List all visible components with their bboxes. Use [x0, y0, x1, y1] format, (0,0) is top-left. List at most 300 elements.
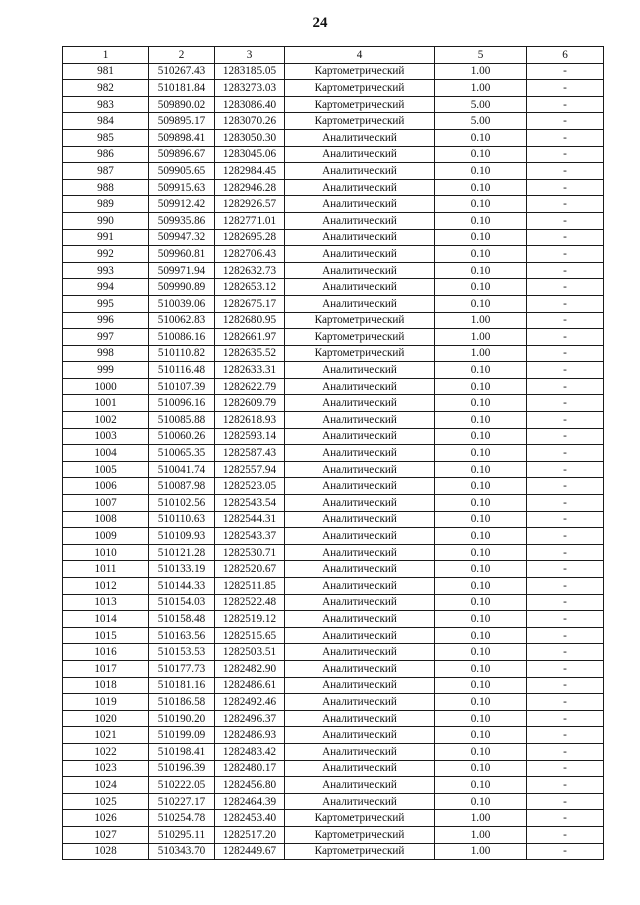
description-cell: -	[527, 793, 604, 810]
x-coordinate-cell: 510107.39	[149, 378, 215, 395]
table-row	[63, 262, 604, 279]
accuracy-cell: 0.10	[435, 212, 527, 229]
point-number-cell: 1022	[63, 743, 149, 760]
point-number-cell: 992	[63, 246, 149, 263]
x-coordinate-cell: 510087.98	[149, 478, 215, 495]
method-cell: Аналитический	[285, 378, 435, 395]
table-row	[63, 295, 604, 312]
method-cell: Картометрический	[285, 345, 435, 362]
x-coordinate-cell: 510181.84	[149, 80, 215, 97]
y-coordinate-cell: 1282464.39	[215, 793, 285, 810]
accuracy-cell: 0.10	[435, 644, 527, 661]
description-cell: -	[527, 146, 604, 163]
accuracy-cell: 0.10	[435, 279, 527, 296]
x-coordinate-cell: 510222.05	[149, 777, 215, 794]
y-coordinate-cell: 1282984.45	[215, 163, 285, 180]
y-coordinate-cell: 1283273.03	[215, 80, 285, 97]
table-row	[63, 312, 604, 329]
description-cell: -	[527, 594, 604, 611]
method-cell: Аналитический	[285, 146, 435, 163]
method-cell: Аналитический	[285, 445, 435, 462]
page-number: 24	[312, 15, 328, 31]
accuracy-cell: 5.00	[435, 113, 527, 130]
point-number-cell: 1006	[63, 478, 149, 495]
description-cell: -	[527, 660, 604, 677]
x-coordinate-cell: 510158.48	[149, 611, 215, 628]
y-coordinate-cell: 1282618.93	[215, 412, 285, 429]
description-cell: -	[527, 578, 604, 595]
method-cell: Аналитический	[285, 777, 435, 794]
description-cell: -	[527, 677, 604, 694]
description-cell: -	[527, 428, 604, 445]
method-cell: Картометрический	[285, 113, 435, 130]
description-cell: -	[527, 694, 604, 711]
method-cell: Аналитический	[285, 561, 435, 578]
point-number-cell: 986	[63, 146, 149, 163]
accuracy-cell: 0.10	[435, 129, 527, 146]
x-coordinate-cell: 510096.16	[149, 395, 215, 412]
accuracy-cell: 0.10	[435, 362, 527, 379]
x-coordinate-cell: 510062.83	[149, 312, 215, 329]
table-row	[63, 793, 604, 810]
accuracy-cell: 0.10	[435, 445, 527, 462]
point-number-cell: 1008	[63, 511, 149, 528]
y-coordinate-cell: 1282515.65	[215, 627, 285, 644]
point-number-cell: 997	[63, 329, 149, 346]
table-row	[63, 826, 604, 843]
description-cell: -	[527, 561, 604, 578]
point-number-cell: 988	[63, 179, 149, 196]
table-row	[63, 544, 604, 561]
x-coordinate-cell: 510102.56	[149, 495, 215, 512]
accuracy-cell: 0.10	[435, 710, 527, 727]
x-coordinate-cell: 509895.17	[149, 113, 215, 130]
method-cell: Аналитический	[285, 594, 435, 611]
y-coordinate-cell: 1282609.79	[215, 395, 285, 412]
y-coordinate-cell: 1282661.97	[215, 329, 285, 346]
method-cell: Аналитический	[285, 544, 435, 561]
point-number-cell: 1005	[63, 461, 149, 478]
table-row	[63, 694, 604, 711]
method-cell: Аналитический	[285, 760, 435, 777]
description-cell: -	[527, 495, 604, 512]
description-cell: -	[527, 362, 604, 379]
x-coordinate-cell: 509960.81	[149, 246, 215, 263]
table-row	[63, 478, 604, 495]
description-cell: -	[527, 445, 604, 462]
accuracy-cell: 0.10	[435, 777, 527, 794]
accuracy-cell: 0.10	[435, 611, 527, 628]
table-row	[63, 362, 604, 379]
accuracy-cell: 1.00	[435, 345, 527, 362]
x-coordinate-cell: 510110.63	[149, 511, 215, 528]
accuracy-cell: 0.10	[435, 544, 527, 561]
point-number-cell: 991	[63, 229, 149, 246]
method-cell: Аналитический	[285, 229, 435, 246]
description-cell: -	[527, 412, 604, 429]
point-number-cell: 1015	[63, 627, 149, 644]
description-cell: -	[527, 710, 604, 727]
point-number-cell: 1001	[63, 395, 149, 412]
table-row	[63, 627, 604, 644]
y-coordinate-cell: 1282522.48	[215, 594, 285, 611]
table-row	[63, 229, 604, 246]
description-cell: -	[527, 644, 604, 661]
point-number-cell: 1017	[63, 660, 149, 677]
x-coordinate-cell: 510181.16	[149, 677, 215, 694]
column-header-4: 4	[285, 47, 435, 64]
point-number-cell: 984	[63, 113, 149, 130]
x-coordinate-cell: 509971.94	[149, 262, 215, 279]
x-coordinate-cell: 510133.19	[149, 561, 215, 578]
point-number-cell: 1026	[63, 810, 149, 827]
table-row	[63, 63, 604, 80]
accuracy-cell: 0.10	[435, 660, 527, 677]
description-cell: -	[527, 511, 604, 528]
y-coordinate-cell: 1283050.30	[215, 129, 285, 146]
table-body	[63, 63, 604, 860]
column-header-6: 6	[527, 47, 604, 64]
y-coordinate-cell: 1283045.06	[215, 146, 285, 163]
method-cell: Аналитический	[285, 528, 435, 545]
y-coordinate-cell: 1282587.43	[215, 445, 285, 462]
point-number-cell: 1011	[63, 561, 149, 578]
y-coordinate-cell: 1282503.51	[215, 644, 285, 661]
method-cell: Аналитический	[285, 611, 435, 628]
table-row	[63, 212, 604, 229]
point-number-cell: 1023	[63, 760, 149, 777]
method-cell: Картометрический	[285, 810, 435, 827]
x-coordinate-cell: 510186.58	[149, 694, 215, 711]
accuracy-cell: 0.10	[435, 594, 527, 611]
point-number-cell: 1016	[63, 644, 149, 661]
y-coordinate-cell: 1282557.94	[215, 461, 285, 478]
accuracy-cell: 0.10	[435, 395, 527, 412]
point-number-cell: 999	[63, 362, 149, 379]
description-cell: -	[527, 378, 604, 395]
x-coordinate-cell: 510065.35	[149, 445, 215, 462]
y-coordinate-cell: 1282523.05	[215, 478, 285, 495]
table-row	[63, 96, 604, 113]
y-coordinate-cell: 1282706.43	[215, 246, 285, 263]
y-coordinate-cell: 1282680.95	[215, 312, 285, 329]
accuracy-cell: 0.10	[435, 146, 527, 163]
method-cell: Аналитический	[285, 179, 435, 196]
accuracy-cell: 0.10	[435, 295, 527, 312]
accuracy-cell: 0.10	[435, 743, 527, 760]
accuracy-cell: 0.10	[435, 196, 527, 213]
method-cell: Аналитический	[285, 362, 435, 379]
table-row	[63, 511, 604, 528]
x-coordinate-cell: 509896.67	[149, 146, 215, 163]
description-cell: -	[527, 113, 604, 130]
y-coordinate-cell: 1282530.71	[215, 544, 285, 561]
point-number-cell: 982	[63, 80, 149, 97]
y-coordinate-cell: 1282926.57	[215, 196, 285, 213]
point-number-cell: 994	[63, 279, 149, 296]
point-number-cell: 998	[63, 345, 149, 362]
y-coordinate-cell: 1282635.52	[215, 345, 285, 362]
accuracy-cell: 0.10	[435, 412, 527, 429]
point-number-cell: 1021	[63, 727, 149, 744]
method-cell: Аналитический	[285, 644, 435, 661]
description-cell: -	[527, 611, 604, 628]
description-cell: -	[527, 196, 604, 213]
method-cell: Аналитический	[285, 246, 435, 263]
y-coordinate-cell: 1282543.54	[215, 495, 285, 512]
table-header-row	[63, 47, 604, 64]
point-number-cell: 1013	[63, 594, 149, 611]
table-row	[63, 710, 604, 727]
table-row	[63, 578, 604, 595]
description-cell: -	[527, 329, 604, 346]
point-number-cell: 990	[63, 212, 149, 229]
description-cell: -	[527, 212, 604, 229]
description-cell: -	[527, 810, 604, 827]
accuracy-cell: 0.10	[435, 495, 527, 512]
table-row	[63, 146, 604, 163]
description-cell: -	[527, 627, 604, 644]
accuracy-cell: 0.10	[435, 677, 527, 694]
table-row	[63, 80, 604, 97]
accuracy-cell: 0.10	[435, 428, 527, 445]
y-coordinate-cell: 1282449.67	[215, 843, 285, 860]
description-cell: -	[527, 96, 604, 113]
method-cell: Аналитический	[285, 495, 435, 512]
accuracy-cell: 0.10	[435, 179, 527, 196]
method-cell: Аналитический	[285, 262, 435, 279]
accuracy-cell: 0.10	[435, 229, 527, 246]
point-number-cell: 993	[63, 262, 149, 279]
table-row	[63, 528, 604, 545]
y-coordinate-cell: 1282496.37	[215, 710, 285, 727]
table-row	[63, 395, 604, 412]
description-cell: -	[527, 63, 604, 80]
x-coordinate-cell: 509890.02	[149, 96, 215, 113]
table-row	[63, 644, 604, 661]
description-cell: -	[527, 743, 604, 760]
method-cell: Аналитический	[285, 627, 435, 644]
y-coordinate-cell: 1282675.17	[215, 295, 285, 312]
description-cell: -	[527, 279, 604, 296]
x-coordinate-cell: 510343.70	[149, 843, 215, 860]
method-cell: Аналитический	[285, 279, 435, 296]
table-row	[63, 246, 604, 263]
y-coordinate-cell: 1282480.17	[215, 760, 285, 777]
table-row	[63, 113, 604, 130]
accuracy-cell: 0.10	[435, 262, 527, 279]
point-number-cell: 987	[63, 163, 149, 180]
accuracy-cell: 0.10	[435, 627, 527, 644]
x-coordinate-cell: 510109.93	[149, 528, 215, 545]
description-cell: -	[527, 843, 604, 860]
y-coordinate-cell: 1282622.79	[215, 378, 285, 395]
x-coordinate-cell: 510163.56	[149, 627, 215, 644]
point-number-cell: 985	[63, 129, 149, 146]
accuracy-cell: 1.00	[435, 329, 527, 346]
accuracy-cell: 1.00	[435, 312, 527, 329]
x-coordinate-cell: 510154.03	[149, 594, 215, 611]
method-cell: Аналитический	[285, 395, 435, 412]
method-cell: Аналитический	[285, 163, 435, 180]
table-row	[63, 163, 604, 180]
description-cell: -	[527, 826, 604, 843]
y-coordinate-cell: 1282520.67	[215, 561, 285, 578]
point-number-cell: 1024	[63, 777, 149, 794]
accuracy-cell: 1.00	[435, 80, 527, 97]
point-number-cell: 1002	[63, 412, 149, 429]
accuracy-cell: 1.00	[435, 843, 527, 860]
x-coordinate-cell: 509898.41	[149, 129, 215, 146]
accuracy-cell: 0.10	[435, 793, 527, 810]
x-coordinate-cell: 509912.42	[149, 196, 215, 213]
description-cell: -	[527, 345, 604, 362]
table-row	[63, 279, 604, 296]
method-cell: Аналитический	[285, 511, 435, 528]
y-coordinate-cell: 1282486.93	[215, 727, 285, 744]
y-coordinate-cell: 1283070.26	[215, 113, 285, 130]
description-cell: -	[527, 777, 604, 794]
x-coordinate-cell: 510144.33	[149, 578, 215, 595]
point-number-cell: 1028	[63, 843, 149, 860]
point-number-cell: 981	[63, 63, 149, 80]
point-number-cell: 1000	[63, 378, 149, 395]
table-row	[63, 412, 604, 429]
point-number-cell: 1003	[63, 428, 149, 445]
y-coordinate-cell: 1282771.01	[215, 212, 285, 229]
y-coordinate-cell: 1282486.61	[215, 677, 285, 694]
x-coordinate-cell: 510254.78	[149, 810, 215, 827]
x-coordinate-cell: 510041.74	[149, 461, 215, 478]
method-cell: Аналитический	[285, 660, 435, 677]
accuracy-cell: 0.10	[435, 163, 527, 180]
method-cell: Аналитический	[285, 461, 435, 478]
x-coordinate-cell: 510110.82	[149, 345, 215, 362]
y-coordinate-cell: 1282633.31	[215, 362, 285, 379]
description-cell: -	[527, 528, 604, 545]
x-coordinate-cell: 510190.20	[149, 710, 215, 727]
description-cell: -	[527, 246, 604, 263]
x-coordinate-cell: 510039.06	[149, 295, 215, 312]
description-cell: -	[527, 727, 604, 744]
y-coordinate-cell: 1282456.80	[215, 777, 285, 794]
point-number-cell: 1012	[63, 578, 149, 595]
accuracy-cell: 0.10	[435, 528, 527, 545]
y-coordinate-cell: 1282946.28	[215, 179, 285, 196]
table-row	[63, 561, 604, 578]
point-number-cell: 1014	[63, 611, 149, 628]
point-number-cell: 996	[63, 312, 149, 329]
method-cell: Аналитический	[285, 694, 435, 711]
method-cell: Картометрический	[285, 329, 435, 346]
table-row	[63, 594, 604, 611]
point-number-cell: 995	[63, 295, 149, 312]
accuracy-cell: 0.10	[435, 727, 527, 744]
x-coordinate-cell: 510060.26	[149, 428, 215, 445]
table-row	[63, 843, 604, 860]
method-cell: Аналитический	[285, 677, 435, 694]
table-row	[63, 677, 604, 694]
x-coordinate-cell: 509935.86	[149, 212, 215, 229]
table-row	[63, 445, 604, 462]
x-coordinate-cell: 509947.32	[149, 229, 215, 246]
method-cell: Аналитический	[285, 578, 435, 595]
method-cell: Аналитический	[285, 129, 435, 146]
description-cell: -	[527, 461, 604, 478]
table-row	[63, 611, 604, 628]
point-number-cell: 1010	[63, 544, 149, 561]
x-coordinate-cell: 510116.48	[149, 362, 215, 379]
x-coordinate-cell: 510153.53	[149, 644, 215, 661]
description-cell: -	[527, 80, 604, 97]
x-coordinate-cell: 510121.28	[149, 544, 215, 561]
y-coordinate-cell: 1282483.42	[215, 743, 285, 760]
accuracy-cell: 0.10	[435, 478, 527, 495]
description-cell: -	[527, 295, 604, 312]
accuracy-cell: 0.10	[435, 760, 527, 777]
accuracy-cell: 0.10	[435, 511, 527, 528]
description-cell: -	[527, 544, 604, 561]
point-number-cell: 983	[63, 96, 149, 113]
accuracy-cell: 1.00	[435, 810, 527, 827]
method-cell: Картометрический	[285, 80, 435, 97]
column-header-1: 1	[63, 47, 149, 64]
accuracy-cell: 0.10	[435, 461, 527, 478]
description-cell: -	[527, 129, 604, 146]
y-coordinate-cell: 1282492.46	[215, 694, 285, 711]
description-cell: -	[527, 395, 604, 412]
x-coordinate-cell: 510177.73	[149, 660, 215, 677]
y-coordinate-cell: 1282695.28	[215, 229, 285, 246]
table-row	[63, 329, 604, 346]
point-number-cell: 1004	[63, 445, 149, 462]
method-cell: Картометрический	[285, 826, 435, 843]
y-coordinate-cell: 1282517.20	[215, 826, 285, 843]
accuracy-cell: 0.10	[435, 561, 527, 578]
accuracy-cell: 0.10	[435, 378, 527, 395]
point-number-cell: 989	[63, 196, 149, 213]
point-number-cell: 1009	[63, 528, 149, 545]
y-coordinate-cell: 1282519.12	[215, 611, 285, 628]
x-coordinate-cell: 510295.11	[149, 826, 215, 843]
table-row	[63, 810, 604, 827]
method-cell: Аналитический	[285, 743, 435, 760]
description-cell: -	[527, 478, 604, 495]
description-cell: -	[527, 760, 604, 777]
point-number-cell: 1019	[63, 694, 149, 711]
y-coordinate-cell: 1282543.37	[215, 528, 285, 545]
accuracy-cell: 5.00	[435, 96, 527, 113]
column-header-5: 5	[435, 47, 527, 64]
x-coordinate-cell: 509915.63	[149, 179, 215, 196]
point-number-cell: 1018	[63, 677, 149, 694]
x-coordinate-cell: 510196.39	[149, 760, 215, 777]
coordinates-table	[62, 46, 604, 860]
description-cell: -	[527, 312, 604, 329]
method-cell: Аналитический	[285, 295, 435, 312]
method-cell: Аналитический	[285, 428, 435, 445]
method-cell: Картометрический	[285, 96, 435, 113]
table-row	[63, 345, 604, 362]
method-cell: Аналитический	[285, 793, 435, 810]
x-coordinate-cell: 510198.41	[149, 743, 215, 760]
y-coordinate-cell: 1282653.12	[215, 279, 285, 296]
point-number-cell: 1027	[63, 826, 149, 843]
y-coordinate-cell: 1283185.05	[215, 63, 285, 80]
column-header-2: 2	[149, 47, 215, 64]
table-row	[63, 777, 604, 794]
x-coordinate-cell: 510227.17	[149, 793, 215, 810]
